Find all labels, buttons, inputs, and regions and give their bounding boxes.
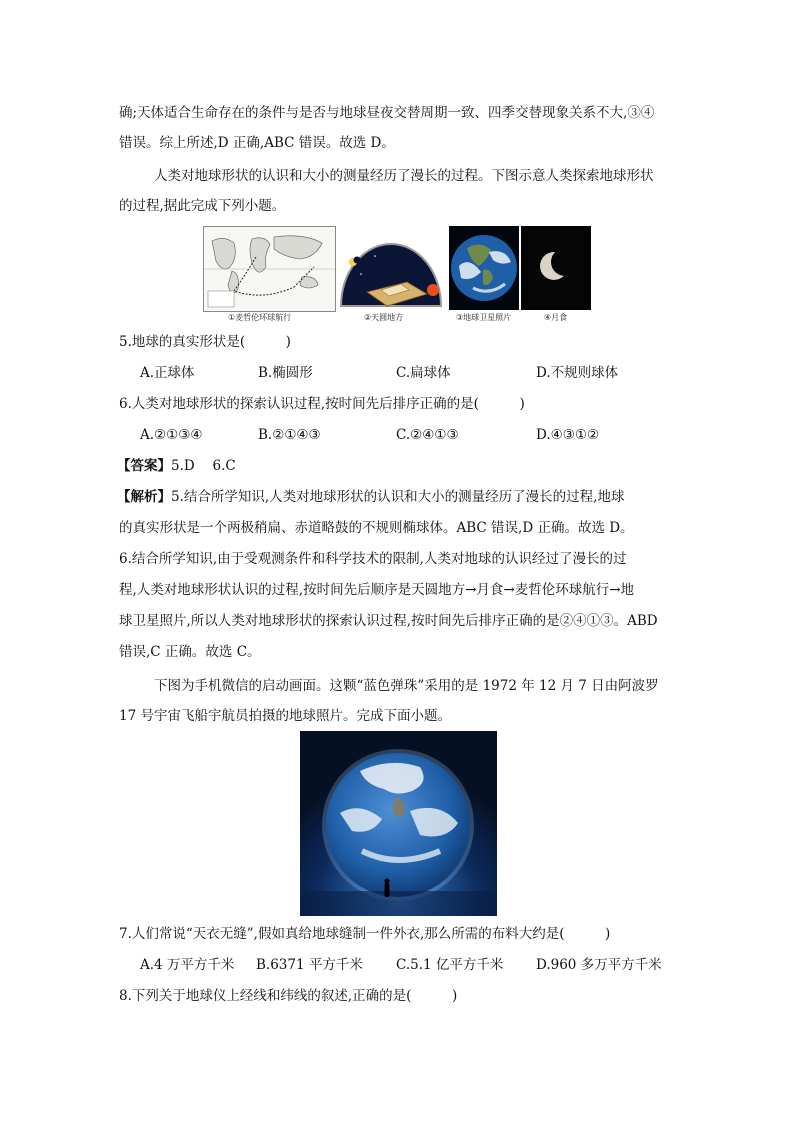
answer-tag: 【答案】 — [117, 458, 171, 474]
figure-caption: ③地球卫星照片 — [456, 313, 512, 322]
magellan-map-image — [203, 226, 336, 312]
text-line: 的真实形状是一个两极稍扁、赤道略鼓的不规则椭球体。ABC 错误,D 正确。故选 D。 — [119, 520, 634, 536]
text-line: 的过程,据此完成下列小题。 — [119, 198, 286, 214]
text-line: 球卫星照片,所以人类对地球形状的探索认识过程,按时间先后排序正确的是②④①③。ABD — [119, 613, 658, 629]
sky-dome-illustration — [337, 226, 445, 310]
question-6-option: A.②①③④ — [140, 427, 203, 443]
answer-text: 5.D 6.C — [171, 458, 236, 474]
question-5-option: A.正球体 — [140, 365, 195, 381]
question-7-option: A.4 万平方千米 — [140, 957, 235, 973]
text-line: 错误。综上所述,D 正确,ABC 错误。故选 D。 — [119, 135, 395, 151]
text-line: 6.结合所学知识,由于受观测条件和科学技术的限制,人类对地球的认识经过了漫长的过 — [119, 551, 627, 567]
figure-caption: ②天圆地方 — [364, 313, 404, 322]
question-5-stem: 5.地球的真实形状是( ) — [119, 334, 291, 350]
analysis-tag: 【解析】 — [117, 489, 171, 505]
analysis-text: 5.结合所学知识,人类对地球形状的认识和大小的测量经历了漫长的过程,地球 — [171, 489, 625, 505]
text-line: 确;天体适合生命存在的条件与是否与地球昼夜交替周期一致、四季交替现象关系不大,③④ — [119, 105, 655, 121]
question-5-option: D.不规则球体 — [536, 365, 619, 381]
question-5-option: C.扁球体 — [396, 365, 451, 381]
question-6-option: C.②④①③ — [396, 427, 459, 443]
text-line: 人类对地球形状的认识和大小的测量经历了漫长的过程。下图示意人类探索地球形状 — [154, 168, 654, 184]
question-6-option: B.②①④③ — [258, 427, 321, 443]
lunar-eclipse-photo — [521, 226, 591, 310]
text-line: 错误,C 正确。故选 C。 — [119, 644, 261, 660]
text-line: 17 号宇宙飞船宇航员拍摄的地球照片。完成下面小题。 — [119, 708, 451, 724]
question-6-option: D.④③①② — [536, 427, 600, 443]
question-7-option: D.960 多万平方千米 — [536, 957, 662, 973]
question-8-stem: 8.下列关于地球仪上经线和纬线的叙述,正确的是( ) — [119, 988, 458, 1004]
answer-line — [117, 457, 236, 475]
text-line: 程,人类对地球形状认识的过程,按时间先后顺序是天圆地方→月食→麦哲伦环球航行→地 — [119, 582, 635, 598]
blue-marble-image — [300, 731, 497, 916]
earth-satellite-photo — [449, 226, 519, 310]
text-line: 下图为手机微信的启动画面。这颗“蓝色弹珠”采用的是 1972 年 12 月 7 日由阿波罗 — [154, 678, 659, 694]
figure-caption: ①麦哲伦环球航行 — [228, 313, 292, 322]
figure-caption: ④月食 — [544, 313, 568, 322]
question-6-stem: 6.人类对地球形状的探索认识过程,按时间先后排序正确的是( ) — [119, 396, 525, 412]
question-5-option: B.椭圆形 — [258, 365, 313, 381]
question-7-option: B.6371 平方千米 — [256, 957, 363, 973]
analysis-line — [117, 488, 624, 506]
question-7-option: C.5.1 亿平方千米 — [396, 957, 504, 973]
question-7-stem: 7.人们常说“天衣无缝”,假如真给地球缝制一件外衣,那么所需的布料大约是( ) — [119, 926, 611, 942]
